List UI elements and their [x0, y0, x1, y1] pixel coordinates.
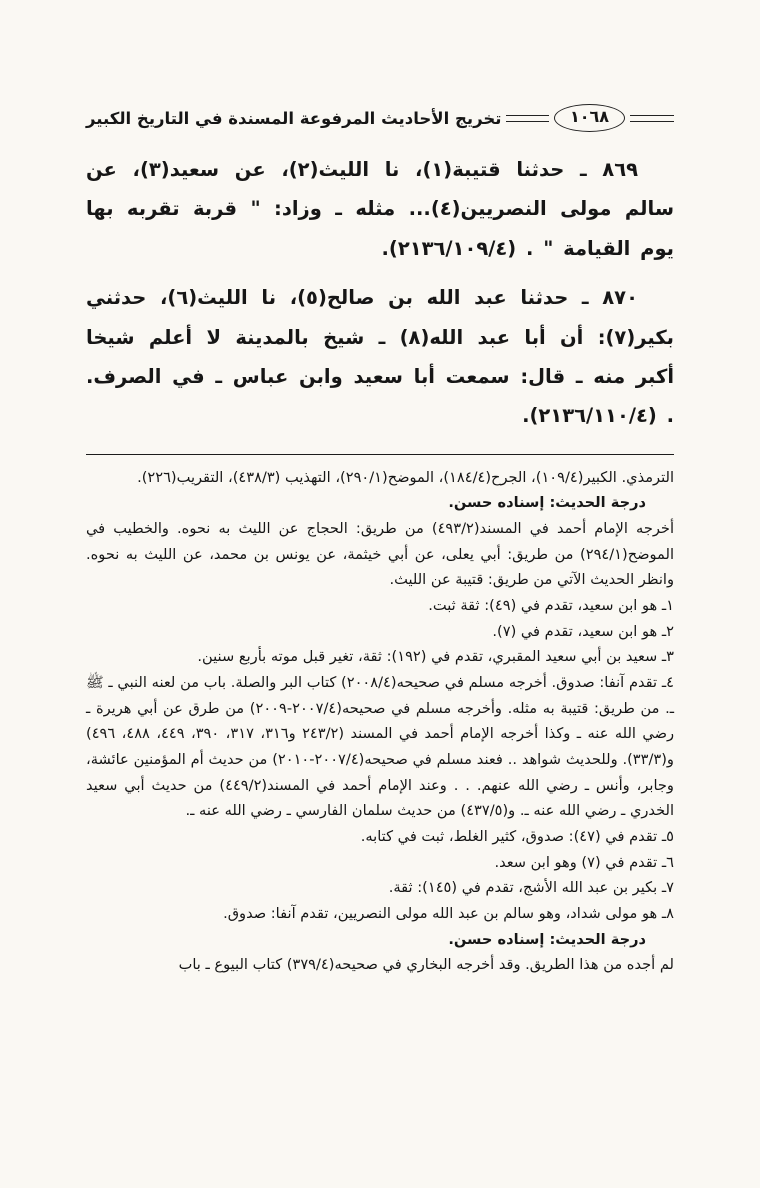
footnote-text: تقدم آنفا: صدوق. أخرجه مسلم في صحيحه(٤‏/٢٠٠٨) كتاب البر والصلة. باب من لعنه النبي ـ ﷺ ـ. من طريق: قتيبة به مثله. وأخرجه مسلم في صحيحه(٤‏/٢٠٠٧-٢٠٠٩) من طرق عن أبي هريرة ـ رضي الله عنه ـ وكذا أخرجه الإمام أحمد في المسند (٢‏/٢٤٣ و٣١٦، ٣١٧، ٣٩٠، ٤٤٩، ٤٨٨، ٤٩٦) و(٣‏/٣٣). وللحديث شواهد .. فعند مسلم في صحيحه(٤‏/٢٠٠٧-٢٠١٠) من حديث أم المؤمنين عائشة، وجابر، وأنس ـ رضي الله عنهم. . . وعند الإمام أحمد في المسند(٢‏/٤٤٩) من حديث أبي سعيد الخدري ـ رضي الله عنه ـ. و(٥‏/٤٣٧) من حديث سلمان الفارسي ـ رضي الله عنه ـ. — [86, 674, 675, 820]
footnote-number: ٨ـ — [661, 905, 674, 923]
footnote-number: ١ـ — [661, 596, 674, 614]
footnote-item-1 — [86, 593, 674, 619]
header-rule-right — [630, 115, 674, 122]
footnote-item-3 — [86, 644, 674, 670]
footnote-text: بكير بن عبد الله الأشج، تقدم في (١٤٥): ثقة. — [388, 879, 658, 897]
footnote-text: هو ابن سعيد، تقدم في (٤٩): ثقة ثبت. — [428, 596, 658, 614]
hadith-entry-870: ٨٧٠ ـ حدثنا عبد الله بن صالح(٥)، نا الليث(٦)، حدثني بكير(٧): أن أبا عبد الله(٨) ـ شيخ بالمدينة لا أعلم شيخا أكبر منه ـ قال: سمعت أبا سعيد وابن عباس ـ في الصرف. . (٤‏/١١٠‏/٢١٣٦). — [86, 286, 674, 428]
page-number: ١٠٦٨ — [569, 107, 609, 126]
footnote-text: تقدم في (٧) وهو ابن سعد. — [494, 853, 658, 871]
footnote-number: ٧ـ — [661, 879, 674, 897]
hadith-grade-line-1: درجة الحديث: إسناده حسن. — [448, 494, 646, 512]
footnote-item-2 — [86, 619, 674, 645]
footnote-text: هو ابن سعيد، تقدم في (٧). — [492, 622, 658, 640]
footnote-item-5 — [86, 824, 674, 850]
footnote-number: ٣ـ — [661, 648, 674, 666]
footnote-separator — [86, 454, 674, 455]
footnote-item-6 — [86, 850, 674, 876]
hadith-entry-869: ٨٦٩ ـ حدثنا قتيبة(١)، نا الليث(٢)، عن سعيد(٣)، عن سالم مولى النصريين(٤)... مثله ـ وزاد: " قربة تقربه بها يوم القيامة " . (٤‏/١٠٩‏/٢١٣٦). — [86, 158, 674, 260]
footnote-text: هو مولى شداد، وهو سالم بن عبد الله مولى النصريين، تقدم آنفا: صدوق. — [223, 905, 658, 923]
footnote-number: ٢ـ — [661, 622, 674, 640]
footnote-number: ٤ـ — [661, 674, 675, 691]
footnote-number: ٥ـ — [661, 828, 674, 846]
hadith-grade-line-2: درجة الحديث: إسناده حسن. — [448, 930, 646, 948]
footnote-item-8 — [86, 901, 674, 927]
footnotes-section — [86, 465, 674, 978]
footnote-text: سعيد بن أبي سعيد المقبري، تقدم في (١٩٢): ثقة، تغير قبل موته بأربع سنين. — [197, 648, 658, 666]
hadith-text-block — [86, 150, 674, 436]
footnote-number: ٦ـ — [661, 853, 674, 871]
book-title: تخريج الأحاديث المرفوعة المسندة في التاريخ الكبير — [86, 108, 502, 128]
header-rule-left — [506, 115, 549, 122]
footnote-takhrij: أخرجه الإمام أحمد في المسند(٢‏/٤٩٣) من طريق: الحجاج عن الليث به نحوه. والخطيب في الموضح(١‏/٢٩٤) من طريق: أبي يعلى، عن أبي خيثمة، عن يونس بن محمد، عن الليث به نحوه. وانظر الحديث الآتي من طريق: قتيبة عن الليث. — [86, 519, 674, 589]
footnote-text: تقدم في (٤٧): صدوق، كثير الغلط، ثبت في كتابه. — [360, 828, 658, 846]
footnote-continuation: الترمذي. الكبير(٤‏/١٠٩)، الجرح(٤‏/١٨٤)، الموضح(١‏/٢٩٠)، التهذيب (٣‏/٤٣٨)، التقريب(٢٢٦). — [137, 468, 674, 486]
footnote-closing: لم أجده من هذا الطريق. وقد أخرجه البخاري في صحيحه(٤‏/٣٧٩) كتاب البيوع ـ باب — [178, 956, 674, 974]
footnote-item-4 — [86, 670, 674, 824]
footnote-item-7 — [86, 875, 674, 901]
page-number-ornament — [554, 104, 625, 132]
page-header — [86, 104, 674, 132]
